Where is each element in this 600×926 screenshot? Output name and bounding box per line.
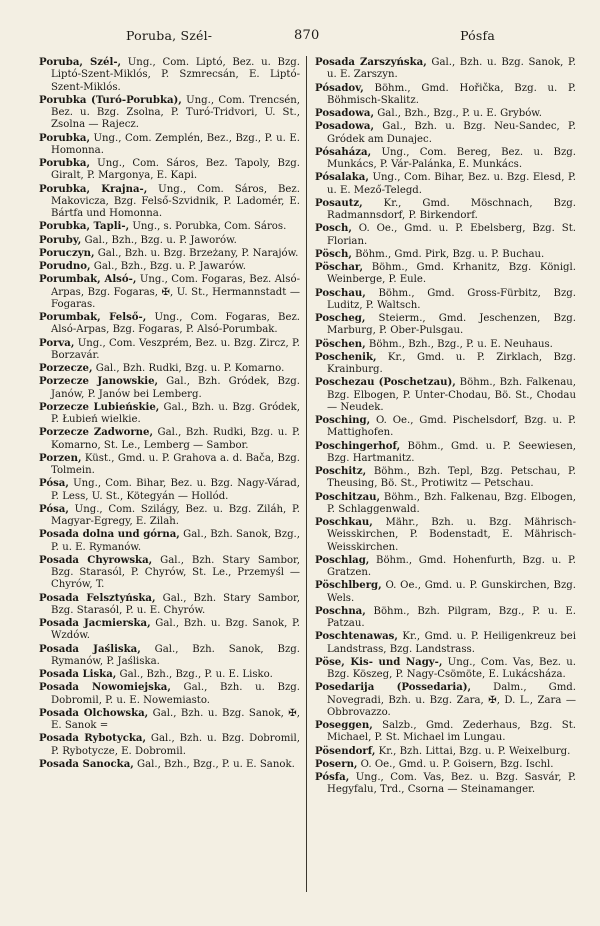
directory-entry: [315, 248, 576, 261]
directory-entry: [315, 554, 576, 580]
entry-headword: Posada Olchowska,: [39, 706, 149, 719]
entry-headword: Pösch,: [315, 247, 352, 260]
directory-entry: [315, 771, 576, 797]
directory-entry: [315, 491, 576, 517]
entry-headword: Porzecze Zadworne,: [39, 426, 153, 439]
entry-headword: Pöschar,: [315, 261, 364, 273]
entry-headword: Posada Liska,: [39, 668, 117, 680]
directory-entry: [315, 630, 576, 656]
entry-headword: Poschezau (Poschetzau),: [315, 376, 456, 389]
directory-entry: [39, 311, 300, 337]
entry-details: Gal., Bzh., Bzg., P. u. E. Grybów.: [374, 108, 542, 119]
directory-entry: [39, 681, 300, 707]
entry-details: Gal., Bzh., Bzg. u. P. Jaworów.: [81, 234, 237, 246]
entry-details: Gal., Bzh. u. Bzg. Dobromil, P. Rybotycze, E. Dobromil.: [51, 733, 300, 757]
directory-entry: [39, 247, 300, 260]
entry-details: Kr., Gmd. u. P. Zirklach, Bzg. Krainburg.: [327, 351, 576, 375]
entry-details: Böhm., Gmd. Hořička, Bzg. u. P. Böhmisch-Skalitz.: [327, 82, 576, 106]
entry-details: O. Oe., Gmd. u. P. Gunskirchen, Bzg. Wels.: [327, 580, 576, 604]
entry-details: Böhm., Gmd. Krhanitz, Bzg. Königl. Weinberge, P. Eule.: [327, 262, 576, 286]
directory-entry: [315, 376, 576, 414]
directory-entry: [39, 234, 300, 247]
entry-details: Gal., Bzh. Gródek, Bzg. Janów, P. Janów bei Lemberg.: [51, 376, 300, 400]
entry-headword: Pósa,: [39, 502, 69, 515]
entry-columns: [39, 56, 576, 906]
directory-entry: [39, 375, 300, 401]
directory-entry: [315, 107, 576, 120]
directory-entry: [39, 503, 300, 529]
entry-headword: Pósadov,: [315, 81, 364, 94]
directory-entry: [315, 440, 576, 466]
entry-details: Gal., Bzh. u. Bzg. Dobromil, P. u. E. Nowemiasto.: [51, 682, 300, 706]
entry-headword: Pöse, Kis- und Nagy-,: [315, 655, 443, 668]
directory-entry: [39, 337, 300, 363]
entry-details: Gal., Bzh. u. Bzg. Sanok, P. Wzdów.: [51, 618, 300, 642]
directory-entry: [315, 758, 576, 771]
entry-headword: Poschau,: [315, 286, 366, 299]
entry-headword: Porva,: [39, 336, 75, 349]
entry-headword: Poschkau,: [315, 516, 373, 528]
entry-details: Gal., Bzh. u. Bzg. Neu-Sandec, P. Gródek am Dunajec.: [327, 121, 576, 145]
entry-headword: Posada Jacmierska,: [39, 617, 151, 629]
header-first-entry: Poruba, Szél-: [126, 28, 213, 43]
entry-details: Ung., Com. Szilágy, Bez. u. Bzg. Ziláh, P. Magyar-Egregy, E. Zilah.: [51, 503, 300, 527]
entry-headword: Pósalaka,: [315, 171, 369, 184]
entry-details: Ung., Com. Bihar, Bez. u. Bzg. Nagy-Várad, P. Less, U. St., Kötegyán — Hollód.: [51, 478, 300, 502]
directory-entry: [39, 707, 300, 733]
entry-details: Dalm., Gmd. Novegradi, Bzh. u. Bzg. Zara, ✠, D. L., Zara — Obbrovazzo.: [327, 682, 576, 718]
directory-entry: [315, 414, 576, 440]
entry-details: Ung., Com. Fogaras, Bez. Alsó-Arpas, Bzg. Fogaras, ✠, U. St., Hermannstadt — Fogaras.: [51, 274, 300, 310]
directory-entry: [39, 132, 300, 158]
entry-details: Böhm., Gmd. Pirk, Bzg. u. P. Buchau.: [351, 248, 545, 260]
entry-details: Gal., Bzh. Stary Sambor, Bzg. Starasól, P. u. E. Chyrów.: [51, 592, 300, 616]
directory-entry: [315, 681, 576, 719]
running-header: [40, 26, 575, 46]
entry-headword: Poscheg,: [315, 312, 366, 324]
entry-details: Böhm., Gmd. Hohenfurth, Bzg. u. P. Gratzen.: [327, 554, 576, 578]
entry-headword: Poschingerhof,: [315, 439, 401, 452]
directory-entry: [39, 643, 300, 669]
directory-entry: [39, 183, 300, 221]
directory-entry: [315, 656, 576, 682]
directory-entry: [39, 401, 300, 427]
entry-headword: Porzecze Lubieńskie,: [39, 400, 160, 413]
entry-details: Gal., Bzh. u. Bzg. Sanok, ✠, E. Sanok =: [51, 707, 300, 731]
entry-headword: Poruby,: [39, 233, 82, 246]
directory-entry: [39, 592, 300, 618]
entry-details: Böhm., Gmd. u. P. Seewiesen, Bzg. Hartmanitz.: [327, 440, 576, 464]
entry-headword: Posada Rybotycka,: [39, 732, 146, 745]
entry-details: Ung., Com. Vas, Bez. u. Bzg. Sasvár, P. Hegyfalu, Trd., Csorna — Steinamanger.: [327, 772, 576, 796]
directory-entry: [315, 516, 576, 554]
entry-headword: Posada Sanocka,: [39, 757, 134, 770]
entry-headword: Porudno,: [39, 260, 91, 272]
entry-details: Böhm., Bzh. Tepl, Bzg. Petschau, P. Theusing, Bö. St., Protiwitz — Petschau.: [327, 466, 576, 490]
entry-headword: Pósaháza,: [315, 145, 372, 158]
directory-entry: [39, 617, 300, 643]
directory-entry: [315, 312, 576, 338]
entry-headword: Posadowa,: [315, 107, 374, 119]
directory-entry: [39, 732, 300, 758]
entry-details: O. Oe., Gmd. Pischelsdorf, Bzg. u. P. Mattighofen.: [327, 415, 576, 439]
entry-headword: Posautz,: [315, 196, 363, 209]
entry-headword: Pöschen,: [315, 337, 366, 350]
entry-details: Ung., Com. Liptó, Bez. u. Bzg. Liptó-Szent-Miklós, P. Szmrecsán, E. Liptó-Szent-Miklós.: [51, 57, 300, 93]
entry-headword: Porubka,: [39, 131, 90, 144]
entry-headword: Posada Felsztyńska,: [39, 591, 156, 604]
entry-details: Salzb., Gmd. Zederhaus, Bzg. St. Michael, P. St. Michael im Lungau.: [327, 720, 576, 744]
entry-headword: Poschlag,: [315, 553, 370, 566]
directory-entry: [315, 287, 576, 313]
directory-entry: [315, 719, 576, 745]
entry-details: Böhm., Gmd. Gross-Fürbitz, Bzg. Luditz, P. Waltsch.: [327, 287, 576, 311]
entry-details: Böhm., Bzh. Pilgram, Bzg., P. u. E. Patzau.: [327, 605, 576, 629]
directory-entry: [39, 758, 300, 771]
directory-entry: [315, 146, 576, 172]
directory-entry: [315, 82, 576, 108]
entry-details: Kr., Gmd. u. P. Heiligenkreuz bei Landstrass, Bzg. Landstrass.: [327, 631, 576, 655]
entry-details: Gal., Bzh., Bzg., P. u. E. Sanok.: [133, 758, 295, 770]
entry-headword: Pöschlberg,: [315, 579, 382, 592]
entry-headword: Poruba, Szél-,: [39, 56, 122, 68]
entry-headword: Porzecze,: [39, 362, 93, 374]
directory-entry: [39, 452, 300, 478]
entry-details: Gal., Bzh., Bzg., P. u. E. Lisko.: [116, 669, 273, 680]
column-divider: [306, 56, 307, 892]
header-last-entry: Pósfa: [460, 28, 495, 43]
directory-entry: [315, 338, 576, 351]
entry-details: Ung., Com. Sáros, Bez. Tapoly, Bzg. Giralt, P. Margonya, E. Kapi.: [51, 158, 300, 182]
entry-details: Ung., Com. Vas, Bez. u. Bzg. Köszeg, P. Nagy-Csömöte, E. Lukácsháza.: [327, 656, 576, 680]
directory-entry: [315, 351, 576, 377]
entry-headword: Poschitz,: [315, 465, 367, 477]
entry-headword: Poschitzau,: [315, 490, 381, 503]
entry-details: Gal., Bzh. u. Bzg. Gródek, P. Łubień wielkie.: [51, 401, 300, 425]
entry-details: Gal., Bzh. Rudki, Bzg. u. P. Komarno.: [92, 363, 285, 374]
directory-entry: [39, 477, 300, 503]
directory-entry: [39, 362, 300, 375]
entry-headword: Pósfa,: [315, 771, 350, 783]
entry-headword: Poschenik,: [315, 350, 377, 363]
entry-details: Kr., Gmd. Möschnach, Bzg. Radmannsdorf, P. Birkendorf.: [327, 197, 576, 221]
directory-entry: [39, 260, 300, 273]
directory-entry: [39, 426, 300, 452]
entry-headword: Posching,: [315, 414, 371, 426]
directory-entry: [39, 94, 300, 132]
entry-details: Gal., Bzh. Stary Sambor, Bzg. Starasól, P. Chyrów, St. Le., Przemyśl — Chyrów, T.: [51, 554, 300, 591]
directory-entry: [39, 528, 300, 554]
entry-headword: Poschtenawas,: [315, 630, 398, 643]
entry-details: Gal., Bzh. u. Bzg. Sanok, P. u. E. Zarszyn.: [327, 57, 576, 81]
entry-details: Ung., Com. Sáros, Bez. Makovicza, Bzg. Felső-Szvidnik, P. Ladomér, E. Bártfa und Homonna.: [51, 183, 300, 219]
entry-headword: Pösendorf,: [315, 744, 376, 757]
entry-headword: Porzen,: [39, 451, 82, 464]
entry-headword: Porumbak, Alsó-,: [39, 273, 137, 286]
entry-details: Mähr., Bzh. u. Bzg. Mährisch-Weisskirchen, P. Bodenstadt, E. Mährisch-Weisskirchen.: [327, 517, 576, 553]
entry-headword: Posada Jaśliska,: [39, 642, 141, 655]
directory-entry: [39, 157, 300, 183]
page-number: 870: [294, 28, 320, 43]
directory-entry: [315, 579, 576, 605]
directory-entry: [39, 668, 300, 681]
entry-headword: Poseggen,: [315, 719, 373, 731]
entry-details: Gal., Bzh. Rudki, Bzg. u. P. Komarno, St. Le., Lemberg — Sambor.: [51, 427, 300, 451]
entry-headword: Porubka (Turó-Porubka),: [39, 93, 182, 106]
directory-entry: [315, 197, 576, 223]
entry-details: Gal., Bzh. Sanok, Bzg., P. u. E. Rymanów.: [51, 529, 300, 553]
entry-details: Böhm., Bzh. Falkenau, Bzg. Elbogen, P. Unter-Chodau, Bö. St., Chodau — Neudek.: [327, 377, 576, 413]
directory-entry: [39, 273, 300, 311]
directory-entry: [315, 222, 576, 248]
entry-headword: Posadowa,: [315, 120, 374, 133]
entry-details: Ung., Com. Bereg, Bez. u. Bzg. Munkács, P. Vár-Palánka, E. Munkács.: [327, 146, 576, 170]
left-column: [39, 56, 300, 906]
entry-headword: Posern,: [315, 757, 358, 770]
entry-details: Gal., Bzh. u. Bzg. Brzeżany, P. Narajów.: [94, 247, 299, 259]
entry-details: Kr., Bzh. Littai, Bzg. u. P. Weixelburg.: [375, 745, 571, 757]
right-column: [315, 56, 576, 906]
entry-headword: Poschna,: [315, 604, 366, 617]
entry-details: Böhm., Bzh. Falkenau, Bzg. Elbogen, P. Schlaggenwald.: [327, 491, 576, 515]
directory-entry: [315, 605, 576, 631]
entry-details: Ung., Com. Veszprém, Bez. u. Bzg. Zircz, P. Borzavár.: [51, 337, 300, 361]
entry-headword: Porubka, Tapli-,: [39, 220, 130, 233]
entry-headword: Posada Chyrowska,: [39, 553, 153, 566]
entry-details: Böhm., Bzh., Bzg., P. u. E. Neuhaus.: [365, 338, 553, 350]
entry-details: Ung., s. Porubka, Com. Sáros.: [129, 221, 287, 233]
directory-entry: [315, 171, 576, 197]
entry-headword: Porubka,: [39, 157, 90, 169]
entry-details: Ung., Com. Trencsén, Bez. u. Bzg. Zsolna, P. Turó-Tridvori, U. St., Zsolna — Rajecz.: [51, 94, 300, 131]
entry-headword: Porumbak, Felső-,: [39, 311, 147, 323]
entry-headword: Posedarija (Possedaria),: [315, 681, 472, 694]
entry-headword: Porzecze Janowskie,: [39, 375, 159, 388]
entry-details: Ung., Com. Zemplén, Bez., Bzg., P. u. E. Homonna.: [51, 132, 300, 156]
entry-details: Steierm., Gmd. Jeschenzen, Bzg. Marburg, P. Ober-Pulsgau.: [327, 313, 576, 337]
entry-details: O. Oe., Gmd. u. P. Goisern, Bzg. Ischl.: [357, 758, 554, 770]
entry-headword: Posch,: [315, 222, 352, 235]
entry-headword: Posada Zarszyńska,: [315, 56, 427, 68]
directory-entry: [39, 220, 300, 233]
entry-details: Küst., Gmd. u. P. Grahova a. d. Bača, Bzg. Tolmein.: [51, 452, 300, 476]
entry-details: Gal., Bzh., Bzg. u. P. Jawarów.: [90, 261, 246, 272]
entry-details: Ung., Com. Bihar, Bez. u. Bzg. Elesd, P. u. E. Mező-Telegd.: [327, 172, 576, 196]
directory-entry: [315, 745, 576, 758]
entry-headword: Porubka, Krajna-,: [39, 182, 148, 195]
entry-headword: Poruczyn,: [39, 246, 95, 259]
directory-entry: [315, 56, 576, 82]
entry-details: O. Oe., Gmd. u. P. Ebelsberg, Bzg. St. Florian.: [327, 223, 576, 247]
directory-entry: [315, 465, 576, 491]
entry-details: Ung., Com. Fogaras, Bez. Alsó-Arpas, Bzg. Fogaras, P. Alsó-Porumbak.: [51, 312, 300, 336]
directory-entry: [315, 120, 576, 146]
directory-entry: [315, 261, 576, 287]
entry-headword: Posada dolna und górna,: [39, 528, 180, 541]
directory-entry: [39, 554, 300, 592]
directory-entry: [39, 56, 300, 94]
entry-details: Gal., Bzh. Sanok, Bzg. Rymanów, P. Jaśliska.: [51, 643, 300, 667]
entry-headword: Pósa,: [39, 477, 69, 490]
entry-headword: Posada Nowomiejska,: [39, 681, 171, 694]
